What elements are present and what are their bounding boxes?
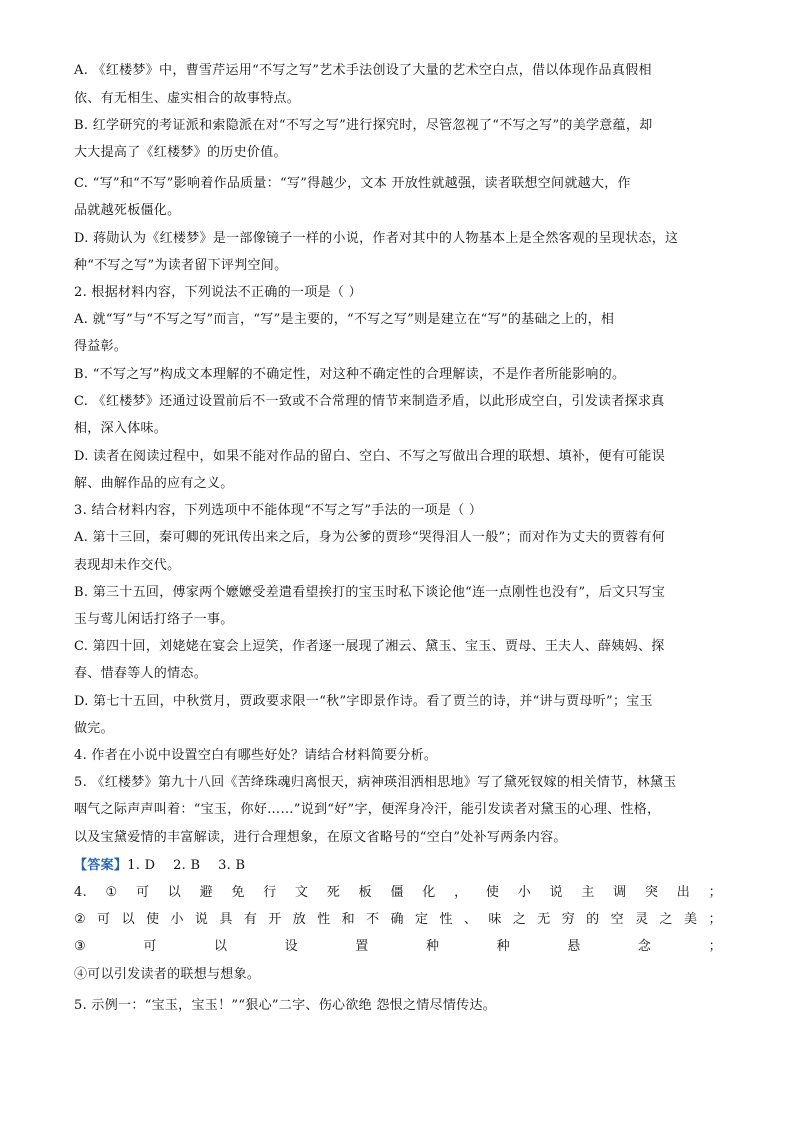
- answer-char: 性: [439, 912, 453, 927]
- answer-char: 念: [637, 939, 652, 954]
- answer-char: 突: [644, 885, 659, 900]
- answer-char: 出: [676, 885, 691, 900]
- q1-option-b-line1: B. 红学研究的考证派和索隐派在对“不写之写”进行探究时，尽管忽视了“不写之写”的美学意蕴，却: [74, 118, 653, 133]
- q2-option-d-line2: 解、曲解作品的应有之义。: [74, 476, 234, 491]
- q2-option-a-line1: A. 就“写”与“不写之写”而言，“写”是主要的，“不写之写”则是建立在“写”的基础之上的，相: [74, 312, 615, 327]
- answer-char: 以: [121, 912, 135, 927]
- answer-q4-line2: [74, 911, 722, 929]
- answer-key-line: [74, 857, 722, 875]
- q1-option-c-line1: C. “写”和“不写”影响着作品质量：“写”得越少，文本 开放性就越强，读者联想空间就越大，作: [74, 176, 631, 191]
- answer-char: ②: [74, 912, 86, 927]
- answer-char: 以: [213, 939, 228, 954]
- q3-option-d-line2: 做完。: [74, 721, 114, 736]
- answer-char: ①: [105, 885, 118, 900]
- answer-char: 化: [422, 885, 436, 900]
- answer-char: 性: [317, 912, 331, 927]
- q3-option-d-line1: D. 第七十五回，中秋赏月，贾政要求限一“秋”字即景作诗。看了贾兰的诗，并“讲与贾母听”；宝玉: [74, 694, 653, 709]
- q5-stem-line3: 以及宝黛爱情的丰富解读，进行合理想象，在原文省略号的“空白”处补写两条内容。: [74, 830, 567, 845]
- answer-char: ；: [708, 939, 722, 954]
- answer-char: 行: [263, 885, 277, 900]
- q1-option-d-line2: 种“不写之写”为读者留下评判空间。: [74, 258, 288, 273]
- answer-char: 和: [341, 912, 355, 927]
- answer-char: 种: [425, 939, 440, 954]
- answer-char: 可: [97, 912, 111, 927]
- q4-stem: 4. 作者在小说中设置空白有哪些好处？请结合材料简要分析。: [74, 748, 438, 763]
- answer-char: 之: [512, 912, 527, 927]
- answer-char: 小: [517, 885, 532, 900]
- answer-char: 之: [659, 912, 673, 927]
- answer-char: 小: [170, 912, 184, 927]
- answer-char: ；: [708, 885, 722, 900]
- answer-char: 免: [231, 885, 245, 900]
- answer-char: 无: [537, 912, 551, 927]
- q2-option-b: B. “不写之写”构成文本理解的不确定性，对这种不确定性的合理解读，不是作者所能影响的。: [74, 367, 626, 382]
- q2-option-a-line2: 得益彰。: [74, 339, 128, 354]
- answer-char: ③: [74, 939, 86, 954]
- q3-option-a-line1: A. 第十三回，秦可卿的死讯传出来之后，身为公爹的贾珍“哭得泪人一般”；而对作为丈夫的贾蓉有何: [74, 530, 666, 545]
- q2-option-c-line1: C. 《红楼梦》还通过设置前后不一致或不合常理的情节来制造矛盾，以此形成空白，引发读者探求真: [74, 394, 665, 409]
- q3-option-c-line1: C. 第四十回，刘姥姥在宴会上逗笑，作者逐一展现了湘云、黛玉、宝玉、贾母、王夫人、薛姨妈、探: [74, 639, 665, 654]
- answer-mc: 1. D 2. B 3. B: [127, 858, 246, 873]
- answer-char: 说: [549, 885, 563, 900]
- answer-char: 调: [613, 885, 627, 900]
- answer-char: 具: [219, 912, 233, 927]
- q3-option-b-line1: B. 第三十五回，傅家两个嬷嬷受差遣看望挨打的宝玉时私下谈论他“连一点刚性也没有”，后文只写宝: [74, 585, 666, 600]
- answer-char: 悬: [567, 939, 581, 954]
- answer-char: 避: [199, 885, 213, 900]
- answer-char: 美: [683, 912, 698, 927]
- answer-char: 说: [194, 912, 209, 927]
- answer-char: 、: [463, 912, 478, 927]
- answer-char: 空: [610, 912, 624, 927]
- q2-option-c-line2: 相，深入体味。: [74, 421, 168, 436]
- q3-option-c-line2: 春、惜春等人的情态。: [74, 666, 208, 681]
- answer-char: 设: [284, 939, 298, 954]
- answer-q4-line4: ④可以引发读者的联想与想象。: [74, 967, 261, 982]
- answer-char: 4.: [74, 885, 88, 900]
- answer-char: 确: [390, 912, 404, 927]
- q1-option-a-line1: A. 《红楼梦》中，曹雪芹运用“不写之写”艺术手法创设了大量的艺术空白点，借以体现作品真假相: [74, 63, 652, 78]
- answer-char: 种: [496, 939, 510, 954]
- answer-char: 板: [358, 885, 372, 900]
- q1-option-b-line2: 大大提高了《红楼梦》的历史价值。: [74, 145, 287, 160]
- answer-char: 文: [295, 885, 309, 900]
- answer-char: 开: [268, 912, 282, 927]
- q1-option-d-line1: D. 蒋勋认为《红楼梦》是一部像镜子一样的小说，作者对其中的人物基本上是全然客观的呈现状态，这: [74, 231, 679, 246]
- answer-char: 穷: [561, 912, 576, 927]
- answer-char: 僵: [390, 885, 404, 900]
- q3-stem: 3. 结合材料内容，下列选项中不能体现“不写之写”手法的一项是（ ）: [74, 503, 483, 518]
- answer-char: 以: [167, 885, 182, 900]
- answer-char: 有: [243, 912, 258, 927]
- answer-char: 不: [366, 912, 380, 927]
- answer-q4-line3: [74, 938, 722, 956]
- answer-char: 使: [485, 885, 500, 900]
- answer-char: 的: [586, 912, 600, 927]
- answer-char: 置: [355, 939, 369, 954]
- answer-char: ；: [708, 912, 722, 927]
- q3-option-a-line2: 表现却未作交代。: [74, 558, 181, 573]
- answer-char: 主: [581, 885, 595, 900]
- answer-char: 味: [488, 912, 502, 927]
- answer-char: 使: [146, 912, 160, 927]
- answer-label: 【答案】: [74, 858, 128, 873]
- q2-option-d-line1: D. 读者在阅读过程中，如果不能对作品的留白、空白、不写之写做出合理的联想、填补，便有可能误: [74, 449, 666, 464]
- answer-q5: 5. 示例一：“宝玉，宝玉！”“狠心”二字、伤心欲绝 怨恨之情尽情传达。: [74, 998, 497, 1013]
- q3-option-b-line2: 玉与莺儿闲话打络子一事。: [74, 612, 234, 627]
- q5-stem-line1: 5. 《红楼梦》第九十八回《苦绛珠魂归离恨天，病神瑛泪洒相思地》写了黛死钗嫁的相关情节，林黛玉: [74, 775, 677, 790]
- answer-char: 放: [292, 912, 307, 927]
- answer-char: 灵: [635, 912, 649, 927]
- q5-stem-line2: 咽气之际声声叫着：“宝玉，你好……”说到“好”字，便浑身冷汗，能引发读者对黛玉的心理、性格，: [74, 802, 661, 817]
- answer-char: 可: [143, 939, 157, 954]
- answer-char: 死: [326, 885, 341, 900]
- q2-stem: 2. 根据材料内容，下列说法不正确的一项是（ ）: [74, 285, 362, 300]
- q1-option-a-line2: 依、有无相生、虚实相合的故事特点。: [74, 91, 301, 106]
- answer-char: 定: [415, 912, 429, 927]
- answer-q4-line1: [74, 884, 722, 902]
- answer-char: ，: [454, 885, 468, 900]
- answer-char: 可: [135, 885, 150, 900]
- q1-option-c-line2: 品就越死板僵化。: [74, 203, 181, 218]
